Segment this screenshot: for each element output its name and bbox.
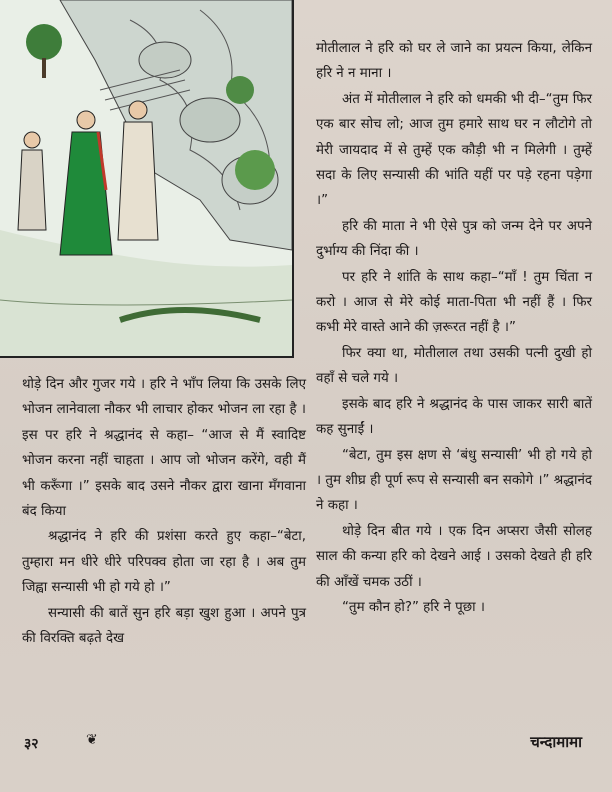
paragraph: थोड़े दिन और गुजर गये । हरि ने भाँप लिया कि उसके लिए भोजन लानेवाला नौकर भी लाचार होकर भोजन ला रहा है । इस पर हरि ने श्रद्धानंद से कहा– “आज से मैं स्वादिष्ट भोजन करना नहीं चाहता । आप जो भोजन करेंगे, वही मैं भी करूँगा ।” इसके बाद उसने नौकर द्वारा खाना मँगवाना बंद किया [22,377,306,520]
page-number: ३२ [24,736,39,752]
page-footer [0,730,612,760]
magazine-name: चन्दामामा [530,733,582,751]
ornament-icon: ❦ [86,732,98,748]
paragraph: श्रद्धानंद ने हरि की प्रशंसा करते हुए कहा–“बेटा, तुम्हारा मन धीरे धीरे परिपक्व होता जा रहा है । अब तुम जिह्वा सन्यासी भी हो गये हो ।” [22,529,306,596]
paragraph: अंत में मोतीलाल ने हरि को धमकी भी दी–“तुम फिर एक बार सोच लो; आज तुम हमारे साथ घर न लौटोगे तो मेरी जायदाद में से तुम्हें एक कौड़ी भी न मिलेगी । तुम्हें सदा के लिए सन्यासी की भांति यहीं पर पड़े रहना पड़ेगा ।” [316,91,592,209]
illustration-drawing [0,0,292,356]
story-illustration [0,0,294,358]
paragraph: मोतीलाल ने हरि को घर ले जाने का प्रयत्न किया, लेकिन हरि ने न माना । [316,41,592,82]
left-text-column [22,372,306,651]
paragraph: थोड़े दिन बीत गये । एक दिन अप्सरा जैसी सोलह साल की कन्या हरि को देखने आई । उसको देखते ही हरि की आँखें चमक उठीं । [316,523,592,590]
paragraph: फिर क्या था, मोतीलाल तथा उसकी पत्नी दुखी हो वहाँ से चले गये । [316,345,592,387]
paragraph: “तुम कौन हो?” हरि ने पूछा । [342,599,485,615]
paragraph: हरि की माता ने भी ऐसे पुत्र को जन्म देने पर अपने दुर्भाग्य की निंदा की । [316,218,592,260]
paragraph: पर हरि ने शांति के साथ कहा–“माँ ! तुम चिंता न करो । आज से मेरे कोई माता-पिता भी नहीं हैं । फिर कभी मेरे वास्ते आने की ज़रूरत नहीं है ।” [316,269,592,336]
paragraph: सन्यासी की बातें सुन हरि बड़ा खुश हुआ । अपने पुत्र की विरक्ति बढ़ते देख [22,605,306,647]
paragraph: इसके बाद हरि ने श्रद्धानंद के पास जाकर सारी बातें कह सुनाईं । [316,396,592,438]
paragraph: “बेटा, तुम इस क्षण से ‘बंधु सन्यासी’ भी हो गये हो । तुम शीघ्र ही पूर्ण रूप से सन्यासी बन सकोगे ।” श्रद्धानंद ने कहा । [316,447,592,514]
right-text-column [316,36,592,620]
